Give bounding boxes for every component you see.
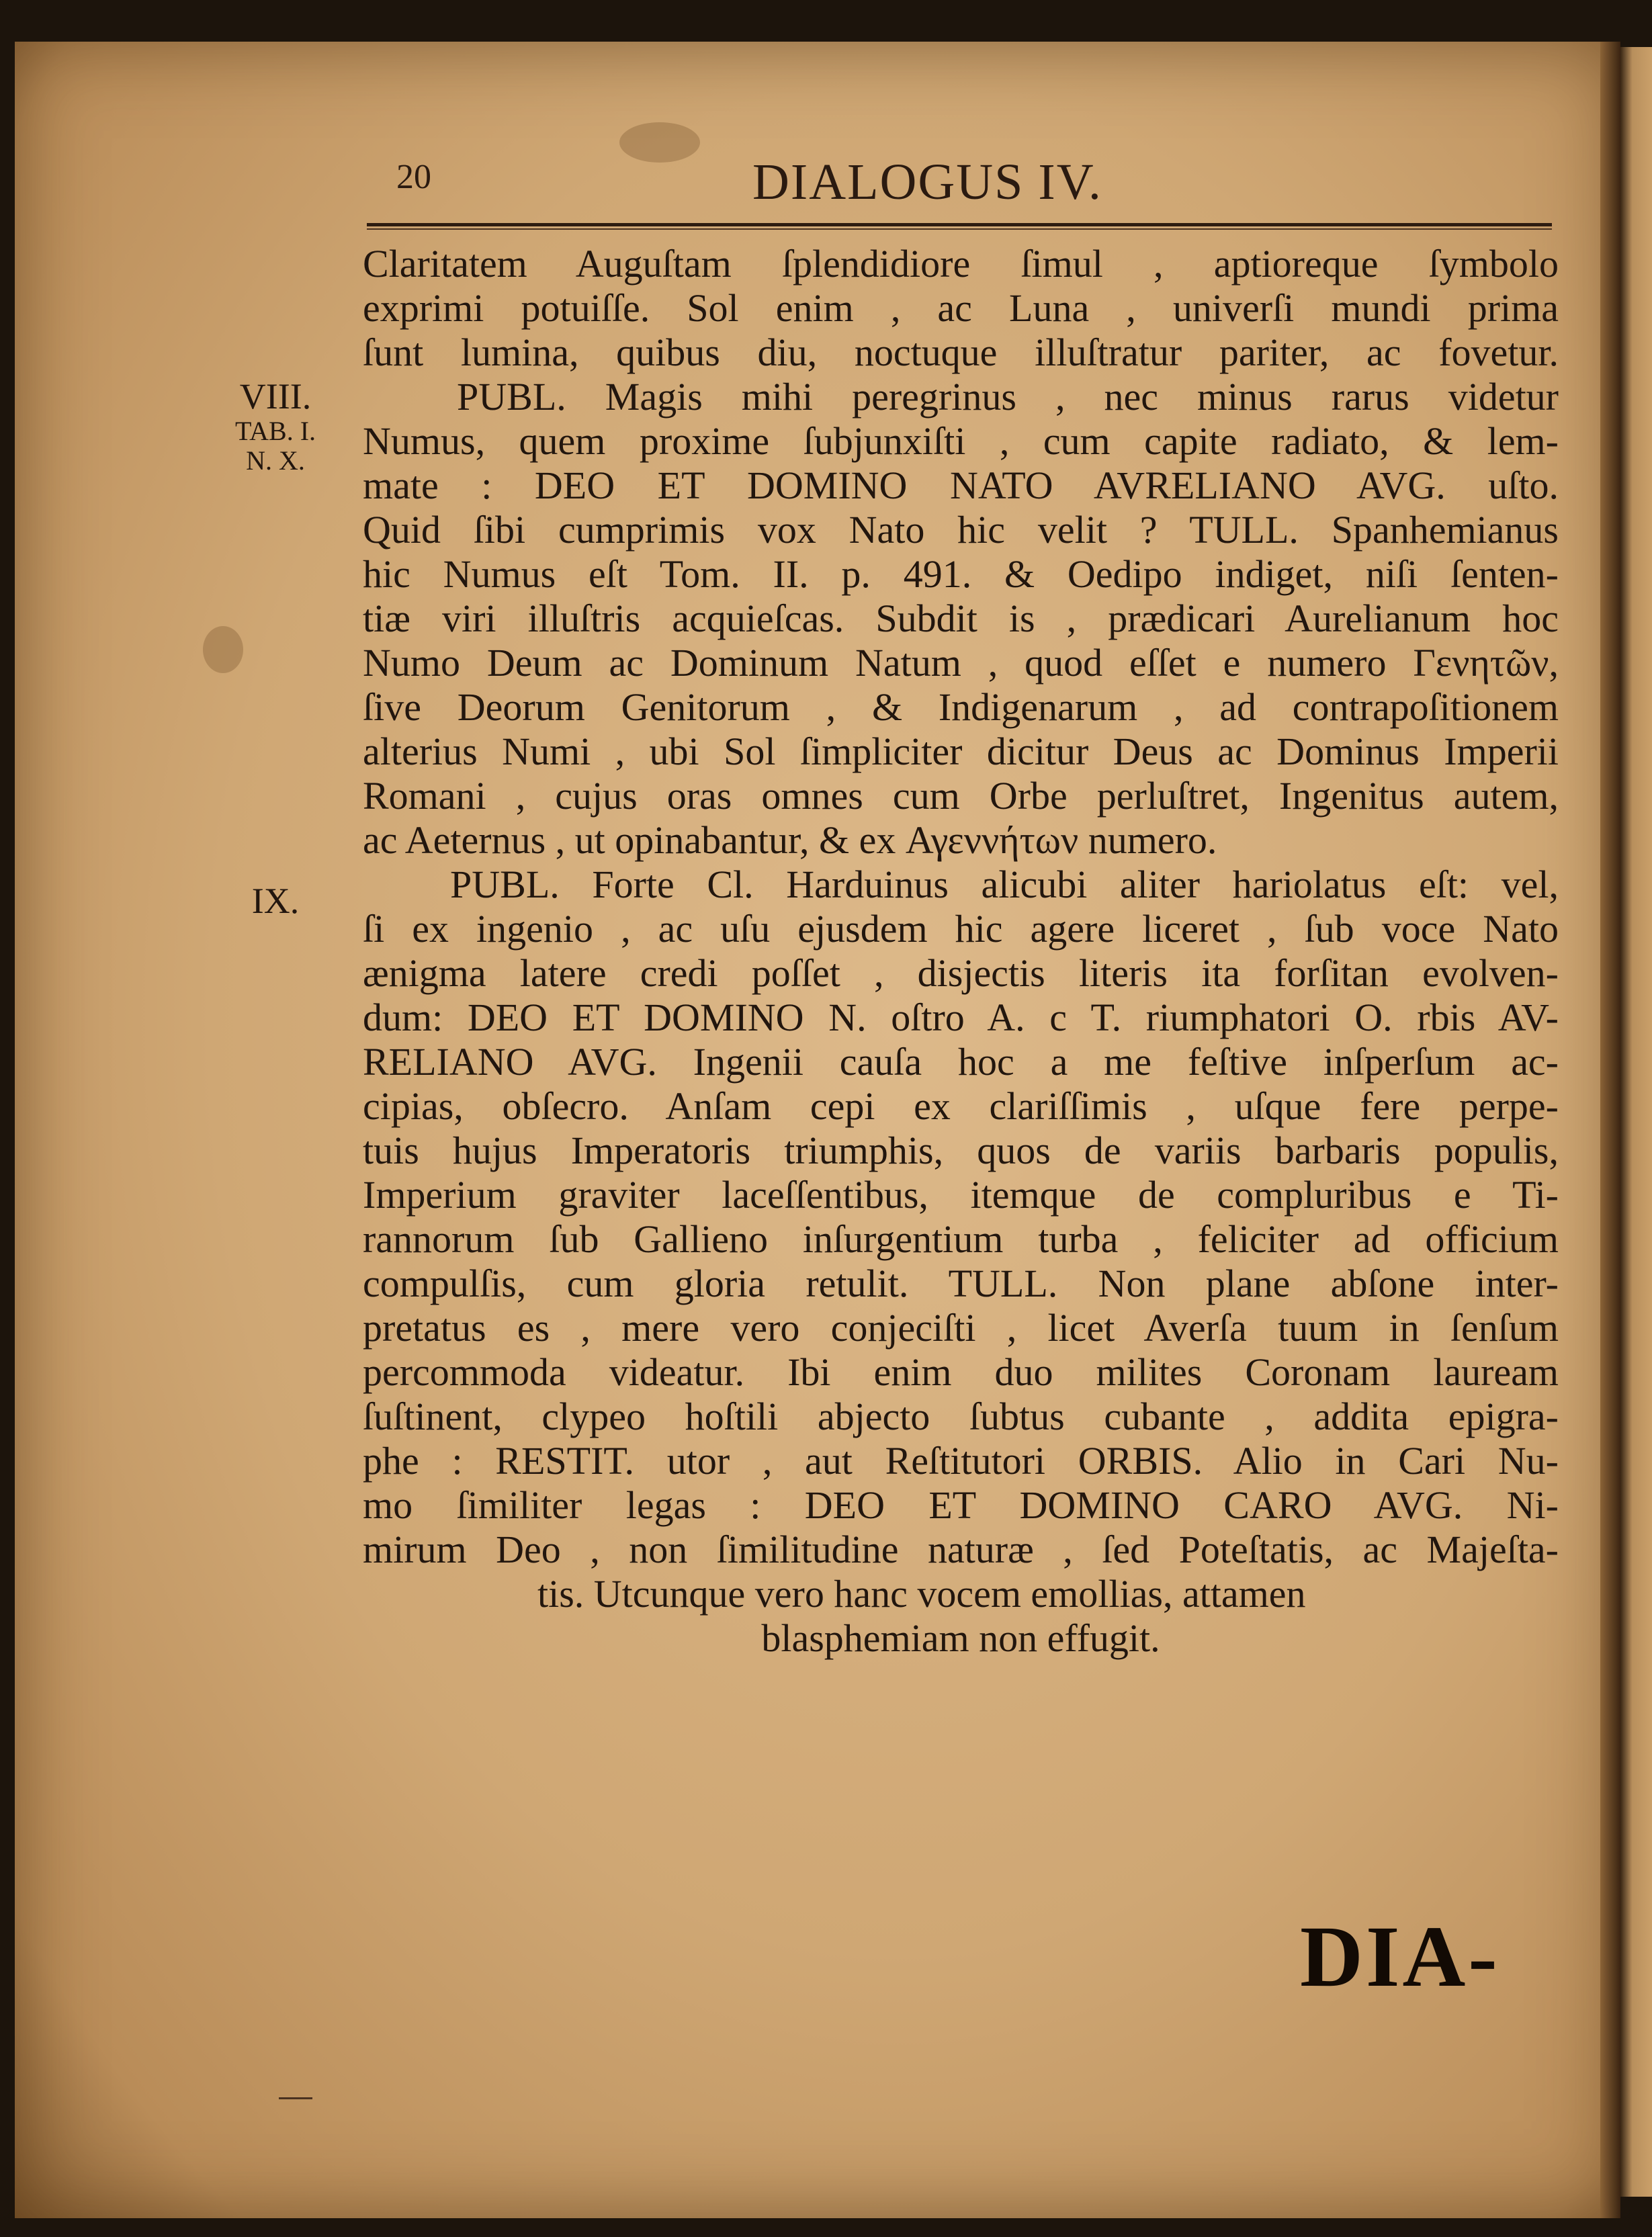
text-line: cipias, obſecro. Anſam cepi ex clariſſimis , uſque fere perpe- <box>363 1084 1559 1128</box>
margin-figure-number: N. X. <box>246 445 305 476</box>
text-line: mate : DEO ET DOMINO NATO AVRELIANO AVG. uſto. <box>363 464 1559 507</box>
text-line: percommoda videatur. Ibi enim duo milites Coronam lauream <box>363 1350 1559 1394</box>
text-line: alterius Numi , ubi Sol ſimpliciter dicitur Deus ac Dominus Imperii <box>363 730 1559 773</box>
text-line: ſi ex ingenio , ac uſu ejusdem hic agere liceret , ſub voce Nato <box>363 907 1559 951</box>
text-line: hic Numus eſt Tom. II. p. 491. & Oedipo indiget, niſi ſenten- <box>363 552 1559 596</box>
text-line: PUBL. Forte Cl. Harduinus alicubi aliter hariolatus eſt: vel, <box>450 863 1559 906</box>
running-header <box>0 153 1652 220</box>
text-line: Imperium graviter laceſſentibus, itemque de compluribus e Ti- <box>363 1173 1559 1217</box>
text-line: tis. Utcunque vero hanc vocem emollias, attamen <box>537 1572 1306 1616</box>
text-line: mo ſimiliter legas : DEO ET DOMINO CARO AVG. Ni- <box>363 1483 1559 1527</box>
text-line: dum: DEO ET DOMINO N. oſtro A. c T. riumphatori O. rbis AV- <box>363 996 1559 1039</box>
text-line: Numus, quem proxime ſubjunxiſti , cum capite radiato, & lem- <box>363 419 1559 463</box>
page-gutter <box>1600 42 1620 2218</box>
text-line: ac Aeternus , ut opinabantur, & ex Αγεννήτων numero. <box>363 818 1217 862</box>
catchword: DIA- <box>1300 1909 1500 2005</box>
header-rule <box>367 223 1552 230</box>
margin-section-number: VIII. <box>239 376 312 416</box>
margin-plate-reference: TAB. I. <box>234 416 316 446</box>
text-line: ſuſtinent, clypeo hoſtili abjecto ſubtus cubante , addita epigra- <box>363 1395 1559 1438</box>
margin-note-section-viii <box>222 376 329 476</box>
running-title: DIALOGUS IV. <box>752 154 1102 210</box>
margin-section-number: IX. <box>251 881 300 921</box>
text-line: Romani , cujus oras omnes cum Orbe perluſtret, Ingenitus autem, <box>363 774 1559 818</box>
text-line: mirum Deo , non ſimilitudine naturæ , ſed Poteſtatis, ac Majeſta- <box>363 1528 1559 1571</box>
text-line: tiæ viri illuſtris acquieſcas. Subdit is , prædicari Aurelianum hoc <box>363 597 1559 640</box>
text-line: compulſis, cum gloria retulit. TULL. Non plane abſone inter- <box>363 1262 1559 1305</box>
bottom-margin-mark <box>279 2097 312 2099</box>
text-line: tuis hujus Imperatoris triumphis, quos de variis barbaris populis, <box>363 1129 1559 1172</box>
page-number: 20 <box>396 158 431 196</box>
text-line: Numo Deum ac Dominum Natum , quod eſſet e numero Γενητῶν, <box>363 641 1559 685</box>
text-line: blasphemiam non effugit. <box>761 1616 1160 1660</box>
text-line: Quid ſibi cumprimis vox Nato hic velit ? TULL. Spanhemianus <box>363 508 1559 552</box>
facing-page-edge <box>1619 47 1652 2197</box>
text-line: PUBL. Magis mihi peregrinus , nec minus rarus videtur <box>457 375 1559 419</box>
paper-stain <box>203 626 243 673</box>
text-line: Claritatem Auguſtam ſplendidiore ſimul , aptioreque ſymbolo <box>363 242 1559 286</box>
body-text <box>363 242 1559 1661</box>
text-line: ſive Deorum Genitorum , & Indigenarum , ad contrapoſitionem <box>363 685 1559 729</box>
text-line: exprimi potuiſſe. Sol enim , ac Luna , univerſi mundi prima <box>363 286 1559 330</box>
text-line: rannorum ſub Gallieno inſurgentium turba , feliciter ad officium <box>363 1217 1559 1261</box>
text-line: phe : RESTIT. utor , aut Reſtitutori ORBIS. Alio in Cari Nu- <box>363 1439 1559 1483</box>
text-line: ænigma latere credi poſſet , disjectis literis ita forſitan evolven- <box>363 951 1559 995</box>
margin-note-section-ix <box>235 880 316 922</box>
text-line: pretatus es , mere vero conjeciſti , licet Averſa tuum in ſenſum <box>363 1306 1559 1350</box>
text-line: ſunt lumina, quibus diu, noctuque illuſtratur pariter, ac fovetur. <box>363 331 1559 374</box>
text-line: RELIANO AVG. Ingenii cauſa hoc a me feſtive inſperſum ac- <box>363 1040 1559 1084</box>
